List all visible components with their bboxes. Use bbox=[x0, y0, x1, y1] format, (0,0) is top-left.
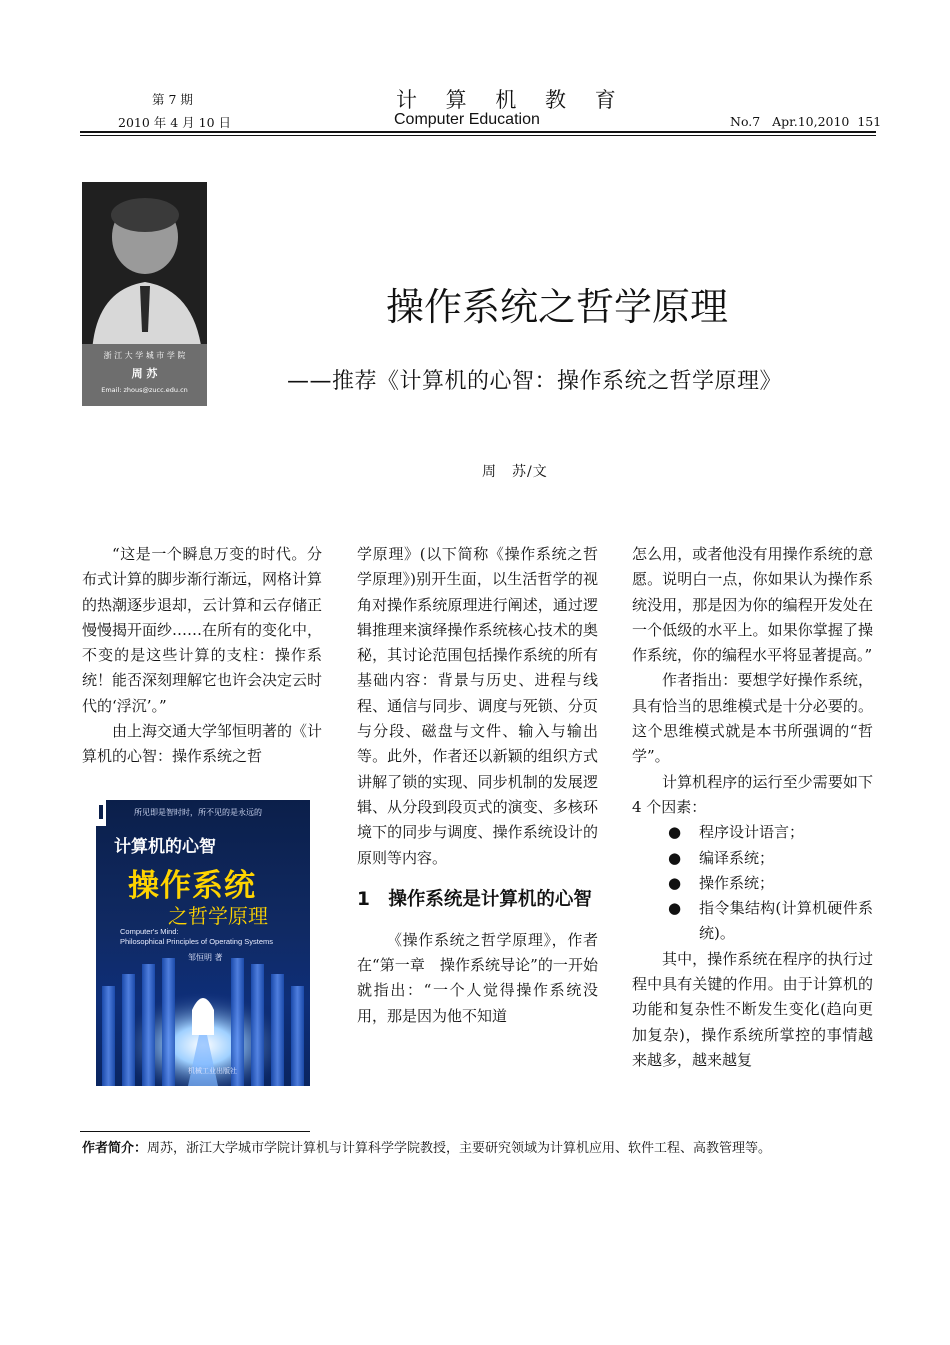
bullet-icon: ● bbox=[668, 899, 682, 918]
cover-pillar bbox=[162, 958, 175, 1086]
cover-tagline: 所见即是智时时，所不见的是永远的 bbox=[134, 808, 262, 817]
cover-pillar bbox=[102, 986, 115, 1086]
header-rule-thin bbox=[80, 135, 876, 136]
author-footnote bbox=[82, 1137, 771, 1156]
cover-author: 邹恒明 著 bbox=[188, 953, 223, 962]
cover-publisher: 机械工业出版社 bbox=[188, 1067, 237, 1075]
list-item: ● 指令集结构(计算机硬件系统)。 bbox=[632, 896, 873, 947]
footnote-rule bbox=[80, 1131, 310, 1132]
photo-name: 周 苏 bbox=[131, 367, 158, 380]
journal-title-cn: 计 算 机 教 育 bbox=[396, 88, 627, 112]
cover-english-line-2: Philosophical Principles of Operating Systems bbox=[120, 937, 273, 946]
article-subtitle: ——推荐《计算机的心智：操作系统之哲学原理》 bbox=[287, 369, 783, 394]
issue-date: 2010 年 4 月 10 日 bbox=[118, 115, 232, 130]
book-cover bbox=[96, 800, 310, 1086]
list-item: ● 操作系统； bbox=[632, 871, 873, 896]
bullet-icon: ● bbox=[668, 873, 682, 892]
author-photo bbox=[82, 182, 207, 406]
section-heading-1: 1 操作系统是计算机的心智 bbox=[357, 888, 592, 910]
bullet-icon: ● bbox=[668, 848, 682, 867]
article-title: 操作系统之哲学原理 bbox=[386, 285, 729, 329]
col3-paragraph-3: 计算机程序的运行至少需要如下 4 个因素： bbox=[632, 772, 873, 816]
column-1 bbox=[82, 542, 322, 770]
cover-sub-title: 之哲学原理 bbox=[168, 904, 268, 928]
col3-paragraph-2: 作者指出：要想学好操作系统，具有恰当的思维模式是十分必要的。这个思维模式就是本书所强调的“哲学”。 bbox=[632, 671, 873, 766]
article-byline: 周 苏/文 bbox=[482, 464, 548, 480]
header-rule-thick bbox=[80, 131, 876, 133]
col3-paragraph-4: 其中，操作系统在程序的执行过程中具有关键的作用。由于计算机的功能和复杂性不断发生变化(趋向更加复杂)，操作系统所掌控的事情越来越多，越来越复 bbox=[632, 949, 873, 1069]
col1-paragraph-1: “这是一个瞬息万变的时代。分布式计算的脚步渐行渐远，网格计算的热潮逐步退却，云计算和云存储正慢慢揭开面纱……在所有的变化中，不变的是这些计算的支柱：操作系统！能否深刻理解它也许会决定云时代的‘浮沉’。” bbox=[82, 545, 323, 715]
footnote-label: 作者简介： bbox=[82, 1141, 148, 1156]
cover-english-line-1: Computer's Mind: bbox=[120, 927, 179, 936]
column-3 bbox=[632, 542, 873, 1073]
cover-pillar bbox=[122, 974, 135, 1086]
author-portrait-image bbox=[82, 182, 207, 352]
photo-email: Email: zhous@zucc.edu.cn bbox=[101, 386, 188, 394]
cover-pillar bbox=[251, 964, 264, 1086]
col1-paragraph-2: 由上海交通大学邹恒明著的《计算机的心智：操作系统之哲 bbox=[82, 722, 323, 766]
issue-info-en: No.7 Apr.10,2010 151 bbox=[730, 114, 882, 129]
factor-list bbox=[632, 820, 873, 946]
col2-paragraph-2: 《操作系统之哲学原理》，作者在“第一章 操作系统导论”的一开始就指出：“一个人觉得操作系统没用，那是因为他不知道 bbox=[357, 930, 598, 1025]
list-item: ● 编译系统； bbox=[632, 846, 873, 871]
photo-org: 浙 江 大 学 城 市 学 院 bbox=[103, 351, 186, 360]
col2-paragraph-1: 学原理》(以下简称《操作系统之哲学原理》)别开生面，以生活哲学的视角对操作系统原理进行阐述，通过逻辑推理来演绎操作系统核心技术的奥秘，其讨论范围包括操作系统的所有基础内容：背景与历史、进程与线程、通信与同步、调度与死锁、分页与分段、磁盘与文件、输入与输出等。此外，作者还以新颖的组织方式讲解了锁的实现、同步机制的发展逻辑、从分段到段页式的演变、多核环境下的同步与调度、操作系统设计的原则等内容。 bbox=[357, 545, 598, 867]
journal-title-en: Computer Education bbox=[394, 111, 540, 128]
bullet-icon: ● bbox=[668, 823, 682, 842]
cover-pillar bbox=[271, 974, 284, 1086]
footnote-text: 周苏，浙江大学城市学院计算机与计算科学学院教授，主要研究领域为计算机应用、软件工程、高教管理等。 bbox=[147, 1141, 772, 1156]
cover-series-title: 计算机的心智 bbox=[114, 837, 216, 857]
col3-paragraph-1: 怎么用，或者他没有用操作系统的意愿。说明白一点，你如果认为操作系统没用，那是因为你的编程开发处在一个低级的水平上。如果你掌握了操作系统，你的编程水平将显著提高。” bbox=[632, 545, 873, 665]
photo-caption-band bbox=[82, 344, 207, 406]
list-item: ● 程序设计语言； bbox=[632, 820, 873, 845]
issue-number: 第 7 期 bbox=[152, 92, 193, 107]
column-2 bbox=[357, 542, 598, 1029]
cover-main-title: 操作系统 bbox=[128, 868, 256, 904]
cover-pillar bbox=[142, 964, 155, 1086]
cover-pillar bbox=[291, 986, 304, 1086]
